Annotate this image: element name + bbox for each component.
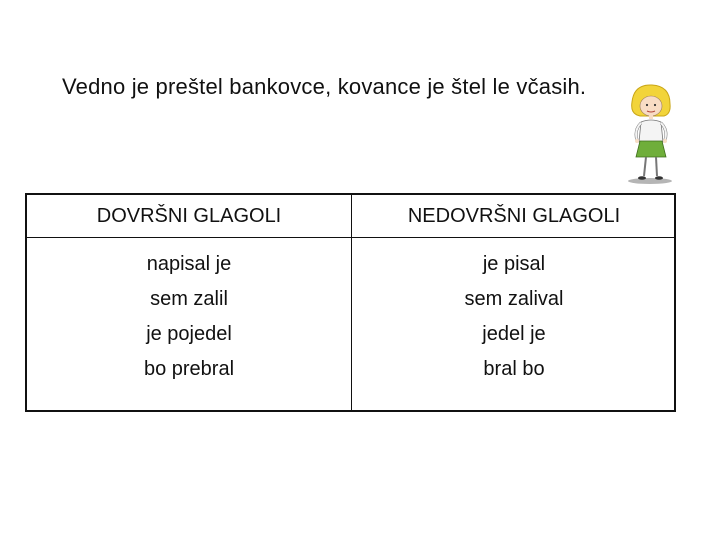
header-perfective: DOVRŠNI GLAGOLI	[96, 205, 282, 227]
imperfective-column	[352, 247, 676, 387]
cartoon-girl-icon	[610, 80, 688, 188]
list-item: napisal je	[146, 253, 232, 275]
list-item: sem zalil	[150, 288, 228, 310]
header-divider	[27, 237, 674, 238]
list-item: bo prebral	[143, 358, 235, 380]
example-sentence: Vedno je preštel bankovce, kovance je štel le včasih.	[62, 74, 587, 99]
list-item: je pisal	[482, 253, 546, 275]
verb-aspect-table	[25, 193, 676, 412]
list-item: je pojedel	[146, 323, 232, 345]
list-item: jedel je	[482, 323, 546, 345]
list-item: bral bo	[483, 358, 545, 380]
list-item: sem zalival	[464, 288, 564, 310]
perfective-column	[27, 247, 351, 387]
header-imperfective: NEDOVRŠNI GLAGOLI	[407, 205, 621, 227]
